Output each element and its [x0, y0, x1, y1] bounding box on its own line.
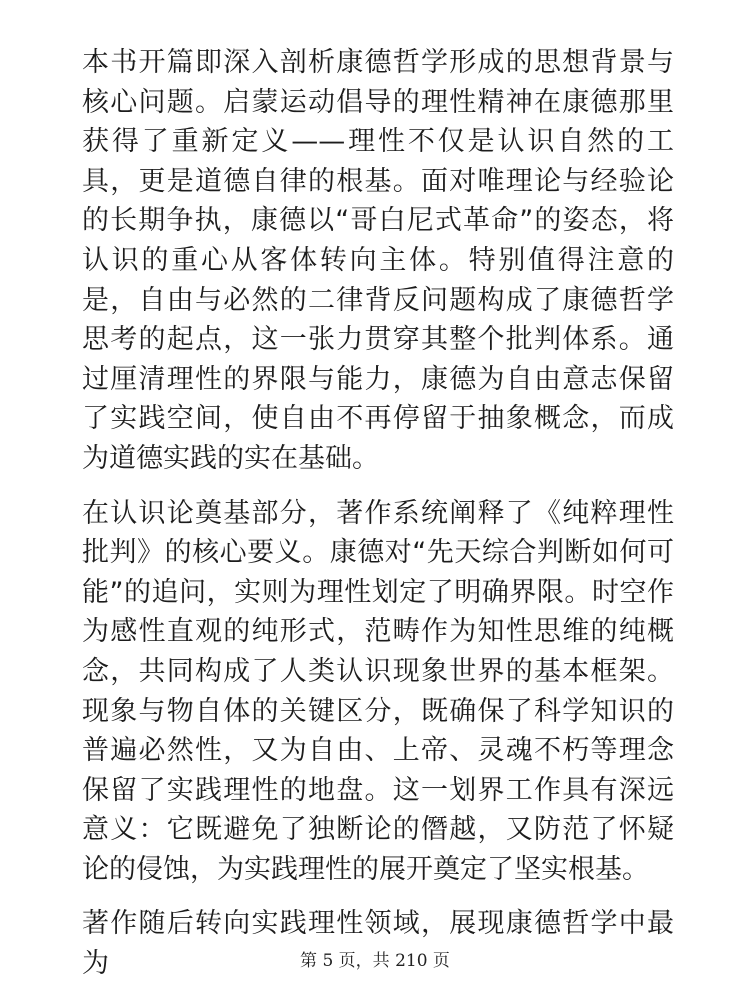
body-text	[82, 43, 674, 999]
page-number-footer: 第 5 页，共 210 页	[300, 951, 450, 971]
paragraph-3: 著作随后转向实践理性领域，展现康德哲学中最为	[82, 908, 674, 980]
paragraph-1: 本书开篇即深入剖析康德哲学形成的思想背景与核心问题。启蒙运动倡导的理性精神在康德那里获得了重新定义——理性不仅是认识自然的工具，更是道德自律的根基。面对唯理论与经验论的长期争执，康德以“哥白尼式革命”的姿态，将认识的重心从客体转向主体。特别值得注意的是，自由与必然的二律背反问题构成了康德哲学思考的起点，这一张力贯穿其整个批判体系。通过厘清理性的界限与能力，康德为自由意志保留了实践空间，使自由不再停留于抽象概念，而成为道德实践的实在基础。	[82, 47, 674, 474]
paragraph-2: 在认识论奠基部分，著作系统阐释了《纯粹理性批判》的核心要义。康德对“先天综合判断如何可能”的追问，实则为理性划定了明确界限。时空作为感性直观的纯形式，范畴作为知性思维的纯概念，共同构成了人类认识现象世界的基本框架。现象与物自体的关键区分，既确保了科学知识的普遍必然性，又为自由、上帝、灵魂不朽等理念保留了实践理性的地盘。这一划界工作具有深远意义：它既避免了独断论的僭越，又防范了怀疑论的侵蚀，为实践理性的展开奠定了坚实根基。	[82, 497, 674, 885]
